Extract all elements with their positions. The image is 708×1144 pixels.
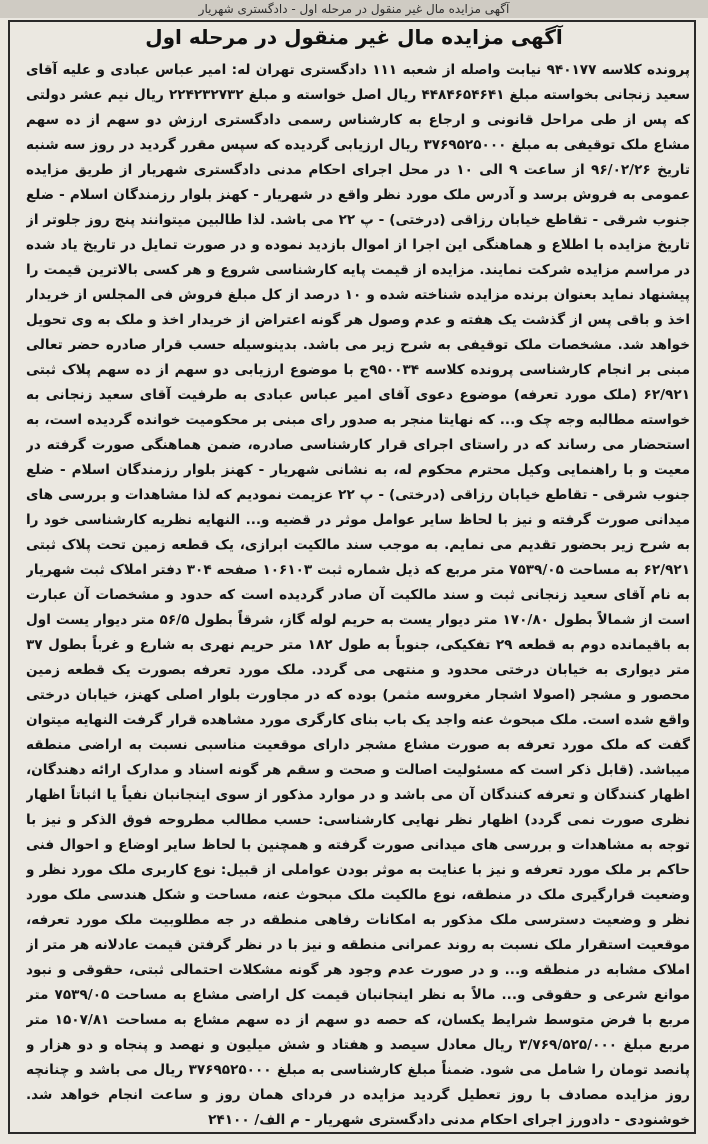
notice-body [26, 58, 690, 1130]
notice-body-text: پرونده کلاسه ۹۴۰۱۷۷ نیابت واصله از شعبه ۱۱۱ دادگستری تهران له: امیر عباس عبادی و علیه آقای سعید زنجانی بخواسته مبلغ ۴۴۸۴۶۵۴۶۴۱ ریال اصل خواسته و مبلغ ۲۲۴۲۳۲۷۳۲ ریال نیم عشر دولتی که پس از طی مراحل قانونی و ارجاع به کارشناس رسمی دادگستری ارزش دو سهم از ده سهم مشاع ملک توقیفی به مبلغ ۳۷۶۹۵۲۵۰۰۰ ریال ارزیابی گردیده که سپس مقرر گردید در روز سه شنبه تاریخ ۹۶/۰۲/۲۶ از ساعت ۹ الی ۱۰ در محل اجرای احکام مدنی دادگستری شهریار از طریق مزایده عمومی به فروش برسد و آدرس ملک مورد نظر واقع در شهریار - کهنز بلوار رزمندگان اسلام - ضلع جنوب شرقی - تقاطع خیابان رزاقی (درختی) - پ ۲۲ می باشد. لذا طالبین میتوانند پنج روز جلوتر از تاریخ مزایده با اطلاع و هماهنگی این اجرا از اموال بازدید نموده و در صورت تمایل در تاریخ یاد شده در مراسم مزایده شرکت نمایند. مزایده از قیمت پایه کارشناسی شروع و هر کسی بالاترین قیمت را پیشنهاد نماید بعنوان برنده مزایده شناخته شده و ۱۰ درصد از کل مبلغ فروش فی المجلس از خریدار اخذ و باقی پس از گذشت یک هفته و عدم وصول هر گونه اعتراض از خریدار اخذ و ملک به وی تحویل خواهد شد. مشخصات ملک توقیفی به شرح زیر می باشد. بدینوسیله حسب قرار صادره حضر تعالی مبنی بر انجام کارشناسی پرونده کلاسه ۹۵۰۰۳۴ج با موضوع ارزیابی دو سهم از ده سهم پلاک ثبتی ۶۲/۹۲۱ (ملک مورد تعرفه) موضوع دعوی آقای امیر عباس عبادی به طرفیت آقای سعید زنجانی به خواسته مطالبه وجه چک و... که نهایتا منجر به صدور رای مبنی بر محکومیت خوانده گردیده است، به استحضار می رساند که در راستای اجرای قرار کارشناسی صادره، ضمن هماهنگی صورت گرفته در معیت و با راهنمایی وکیل محترم محکوم له، به نشانی شهریار - کهنز بلوار رزمندگان اسلام - ضلع جنوب شرقی - تقاطع خیابان رزاقی (درختی) - پ ۲۲ عزیمت نمودیم که لذا مشاهدات و بررسی های میدانی صورت گرفته و نیز با لحاظ سایر عوامل موثر در قضیه و... النهایه نظریه کارشناسی خود را به شرح زیر بحضور تقدیم می نمایم. به موجب سند مالکیت ابرازی، یک قطعه زمین تحت پلاک ثبتی ۶۲/۹۲۱ به مساحت ۷۵۳۹/۰۵ متر مربع که ذیل شماره ثبت ۱۰۶۱۰۳ صفحه ۳۰۴ دفتر املاک ثبت شهریار به نام آقای سعید زنجانی ثبت و سند مالکیت آن صادر گردیده است که حدود و مشخصات آن عبارت است از شمالاً بطول ۱۷۰/۸۰ متر دیوار یست به حریم لوله گاز، شرقاً بطول ۵۶/۵ متر دیوار یست اول به باقیمانده دوم به قطعه ۲۹ تفکیکی، جنوباً به طول ۱۸۲ متر حریم نهری به شارع و غرباً بطول ۳۷ متر دیواری به خیابان درختی محدود و منتهی می گردد. ملک مورد تعرفه بصورت یک قطعه زمین محصور و مشجر (اصولا اشجار مغروسه مثمر) بوده که در مجاورت بلوار اصلی کهنز، خیابان درختی واقع شده است. ملک مبحوث عنه واجد یک باب بنای کارگری مورد مشاهده قرار گرفت النهایه میتوان گفت که ملک مورد تعرفه به صورت مشاع مشجر دارای موقعیت مناسبی نسبت به اراضی منطقه میباشد. (قابل ذکر است که مسئولیت اصالت و صحت و سقم هر گونه اسناد و مدارک ارائه دهندگان، اظهار کنندگان و تعرفه کنندگان آن می باشد و در موارد مذکور از سوی اینجانبان نفیاً یا اثباتاً اظهار نظری صورت نمی گردد) اظهار نظر نهایی کارشناسی: حسب مطالب مطروحه فوق الذکر و نیز با توجه به مشاهدات و بررسی های میدانی صورت گرفته و همچنین با لحاظ سایر اوضاع و احوال فنی حاکم بر ملک مورد تعرفه و نیز با عنایت به موثر بودن عواملی از قبیل: نوع کاربری ملک مورد نظر و وضعیت قرارگیری ملک در منطقه، نوع مالکیت ملک مبحوث عنه، مساحت و شکل هندسی ملک مورد نظر و وضعیت دسترسی ملک مذکور به امکانات رفاهی منطقه در جه مطلوبیت ملک مورد تعرفه، موقعیت استقرار ملک نسبت به روند عمرانی منطقه و نیز با در نظر گرفتن قیمت عادلانه هر متر از املاک مشابه در منطقه و... و در صورت عدم وجود هر گونه مشکلات احتمالی ثبتی، حقوقی و نبود موانع شرعی و حقوقی و... مالاً به نظر اینجانبان قیمت کل اراضی مشاع به مساحت ۷۵۳۹/۰۵ متر مربع با فرض متوسط شرایط یکسان، که حصه دو سهم از ده سهم مشاع به مساحت ۱۵۰۷/۸۱ متر مربع مبلغ ۳/۷۶۹/۵۲۵/۰۰۰ ریال معادل سیصد و هفتاد و شش میلیون و نهصد و پنجاه و دو هزار و پانصد تومان را شامل می شود. ضمناً مبلغ کارشناسی به مبلغ ۳۷۶۹۵۲۵۰۰۰ ریال می باشد و چنانچه روز مزایده مصادف با روز تعطیل گردید مزایده در فردای همان روز و ساعت انجام خواهد شد. خوشنودی - دادورز اجرای احکام مدنی دادگستری شهریار - م الف/ ۲۴۱۰۰ [26, 62, 690, 1128]
previous-notice-strip: آگهی مزایده مال غیر منقول در مرحله اول - دادگستری شهریار [0, 0, 708, 18]
notice-title: آگهی مزایده مال غیر منقول در مرحله اول [145, 25, 563, 49]
